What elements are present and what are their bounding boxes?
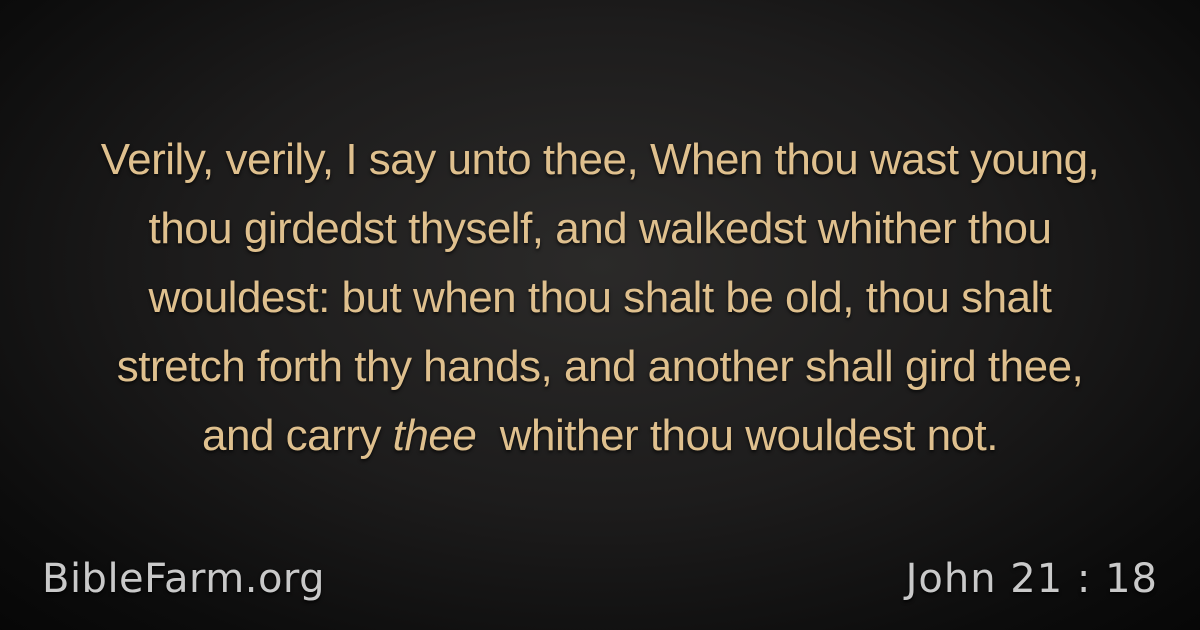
verse-line-last bbox=[40, 401, 1160, 470]
verse-line: stretch forth thy hands, and another shall gird thee, bbox=[116, 342, 1084, 391]
verse-segment: whither thou wouldest not. bbox=[476, 411, 998, 460]
verse-text bbox=[40, 125, 1160, 470]
verse-italic-word: thee bbox=[392, 411, 477, 460]
verse-line: Verily, verily, I say unto thee, When thou wast young, bbox=[100, 135, 1100, 184]
verse-line: thou girdedst thyself, and walkedst whither thou bbox=[148, 204, 1052, 253]
verse-line: wouldest: but when thou shalt be old, thou shalt bbox=[148, 273, 1052, 322]
site-name: BibleFarm.org bbox=[42, 556, 326, 602]
verse-reference: John 21 : 18 bbox=[905, 556, 1158, 602]
verse-segment: and carry bbox=[202, 411, 393, 460]
